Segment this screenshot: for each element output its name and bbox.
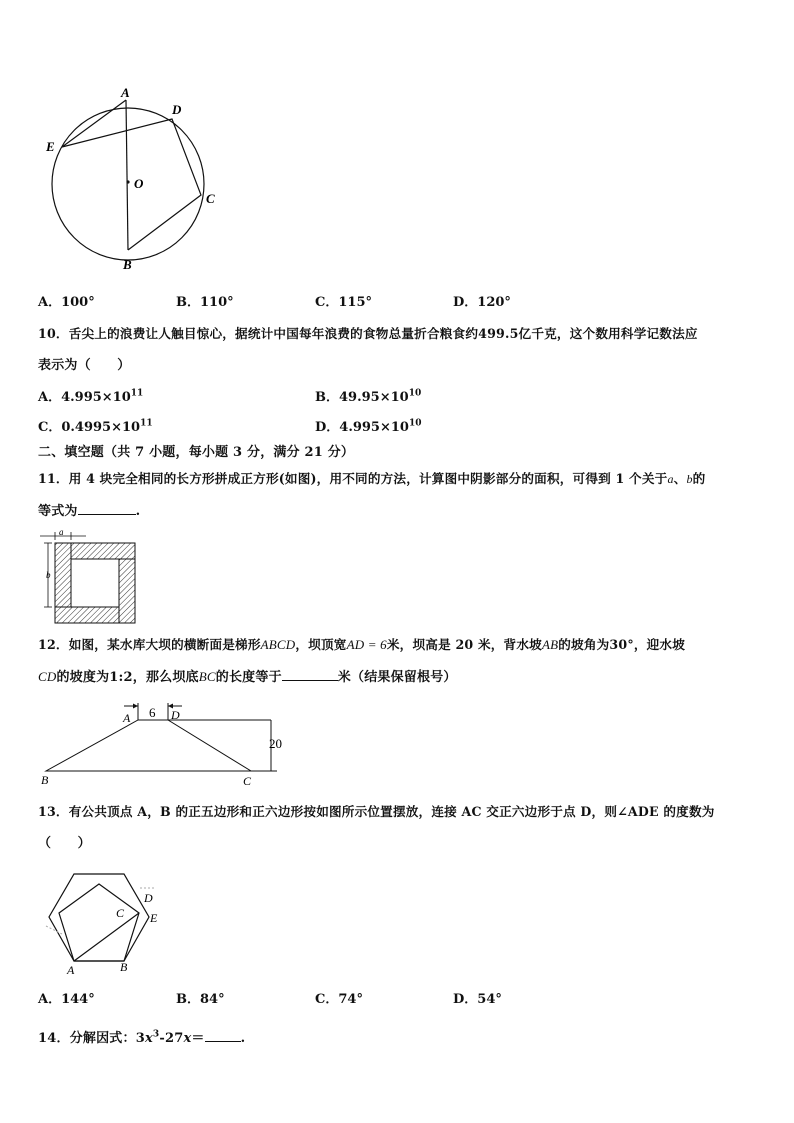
point-label-b: B	[123, 257, 132, 272]
q10-option-a-mantissa: A．4.995×10	[38, 390, 131, 405]
segment-ac	[74, 913, 139, 961]
q10-option-b[interactable]	[315, 386, 421, 405]
q14-x1: x	[144, 1031, 153, 1046]
q12-p5: 的坡度为1:2，那么坝底	[56, 670, 199, 685]
dam-label-d: D	[171, 708, 180, 722]
q11-line2-text: 等式为	[38, 504, 78, 519]
q12-dam-figure	[38, 698, 288, 790]
q11-square-figure	[38, 528, 138, 624]
dim-a-label: a	[59, 527, 64, 537]
q10-option-b-exp: 10	[408, 388, 422, 399]
dim-b-label: b	[46, 570, 51, 580]
dam-label-b: B	[41, 773, 49, 787]
q13-option-b[interactable]: B．84°	[176, 992, 225, 1007]
q12-p7: 米（结果保留根号）	[337, 670, 457, 685]
q12-m4: CD	[38, 669, 57, 684]
q10-option-c[interactable]	[38, 416, 153, 435]
q9-option-d[interactable]: D．120°	[453, 295, 511, 310]
q11-sep: 、	[673, 471, 687, 486]
poly-label-b: B	[120, 960, 128, 974]
q9-option-a[interactable]: A．100°	[38, 295, 95, 310]
center-dot	[126, 180, 129, 183]
q10-stem-line2: 表示为（ ）	[38, 358, 131, 373]
q12-m2: AD = 6	[346, 637, 387, 652]
q9-circle-figure	[40, 85, 230, 275]
dashed-faint-2	[46, 926, 62, 934]
point-label-d: D	[172, 102, 182, 117]
q13-stem-line2: （ ）	[38, 836, 91, 851]
q14-x2: x	[183, 1031, 192, 1046]
q10-stem-line1: 10．舌尖上的浪费让人触目惊心，据统计中国每年浪费的食物总量折合粮食约499.5亿千克，这个数用科学记数法应	[38, 326, 698, 341]
q14-exp: 3	[152, 1029, 160, 1040]
q12-m1: ABCD	[260, 637, 296, 652]
poly-label-d: D	[144, 891, 153, 905]
q13-option-a[interactable]: A．144°	[38, 992, 95, 1007]
q12-p1: 12．如图，某水库大坝的横断面是梯形	[38, 637, 261, 652]
q12-p2: ，坝顶宽	[295, 637, 347, 652]
q10-option-d[interactable]	[315, 416, 422, 435]
q13-stem-line1: 13．有公共顶点 A，B 的正五边形和正六边形按如图所示位置摆放，连接 AC 交正六边形于点 D，则∠ADE 的度数为	[38, 804, 715, 819]
q9-option-b[interactable]: B．110°	[176, 295, 234, 310]
q12-stem-line2	[38, 666, 457, 685]
dam-label-height: 20	[269, 736, 282, 751]
q11-stem-line1	[38, 468, 705, 487]
q14-prefix: 14．分解因式：3	[38, 1031, 145, 1046]
q13-option-c[interactable]: C．74°	[315, 992, 363, 1007]
q10-option-c-mantissa: C．0.4995×10	[38, 420, 141, 435]
q14-stem	[38, 1027, 245, 1046]
q11-var-b: b	[686, 472, 693, 486]
q11-stem-line2	[38, 500, 140, 519]
point-label-e: E	[46, 139, 55, 154]
section-heading-fill-in: 二、填空题（共 7 小题，每小题 3 分，满分 21 分）	[38, 445, 355, 460]
q11-stem-text: 11．用 4 块完全相同的长方形拼成正方形(如图)，用不同的方法，计算图中阴影部分的面积，可得到 1 个关于	[38, 471, 668, 486]
q14-eq: ＝	[191, 1031, 205, 1046]
poly-label-a: A	[67, 963, 75, 977]
point-label-o: O	[134, 176, 144, 191]
poly-label-e: E	[150, 911, 158, 925]
q12-p4: 的坡角为30°，迎水坡	[558, 637, 686, 652]
q14-end: .	[240, 1031, 246, 1046]
q13-option-d[interactable]: D．54°	[453, 992, 502, 1007]
inner-square	[71, 559, 119, 607]
dam-label-c: C	[243, 774, 252, 788]
chord-ab	[126, 100, 128, 250]
arrow-left-head	[133, 704, 138, 709]
q12-m3: AB	[541, 637, 559, 652]
q11-var-a: a	[667, 472, 674, 486]
q11-tail: 的	[692, 471, 706, 486]
q14-mid: -27	[159, 1031, 184, 1046]
regular-hexagon	[49, 874, 149, 961]
q10-option-d-exp: 10	[408, 418, 422, 429]
q10-option-a[interactable]	[38, 386, 143, 405]
q14-answer-blank[interactable]	[205, 1028, 241, 1042]
q11-answer-blank[interactable]	[78, 501, 136, 515]
q10-option-d-mantissa: D．4.995×10	[315, 420, 409, 435]
dam-label-a: A	[123, 711, 131, 725]
q12-stem-line1	[38, 634, 685, 653]
point-label-c: C	[206, 191, 215, 206]
poly-label-c: C	[116, 906, 125, 920]
point-label-a: A	[121, 85, 130, 100]
q10-option-a-exp: 11	[130, 388, 144, 399]
q9-option-c[interactable]: C．115°	[315, 295, 372, 310]
q10-option-c-exp: 11	[140, 418, 153, 429]
q12-answer-blank[interactable]	[282, 667, 338, 681]
q12-p3: 米，坝高是 20 米，背水坡	[386, 637, 542, 652]
q13-polygon-figure	[40, 864, 170, 978]
q10-option-b-mantissa: B．49.95×10	[315, 390, 409, 405]
q11-end: .	[135, 504, 141, 519]
q12-m5: BC	[198, 669, 216, 684]
dam-label-top: 6	[149, 705, 156, 720]
q12-p6: 的长度等于	[215, 670, 282, 685]
dam-trapezoid	[46, 720, 251, 771]
